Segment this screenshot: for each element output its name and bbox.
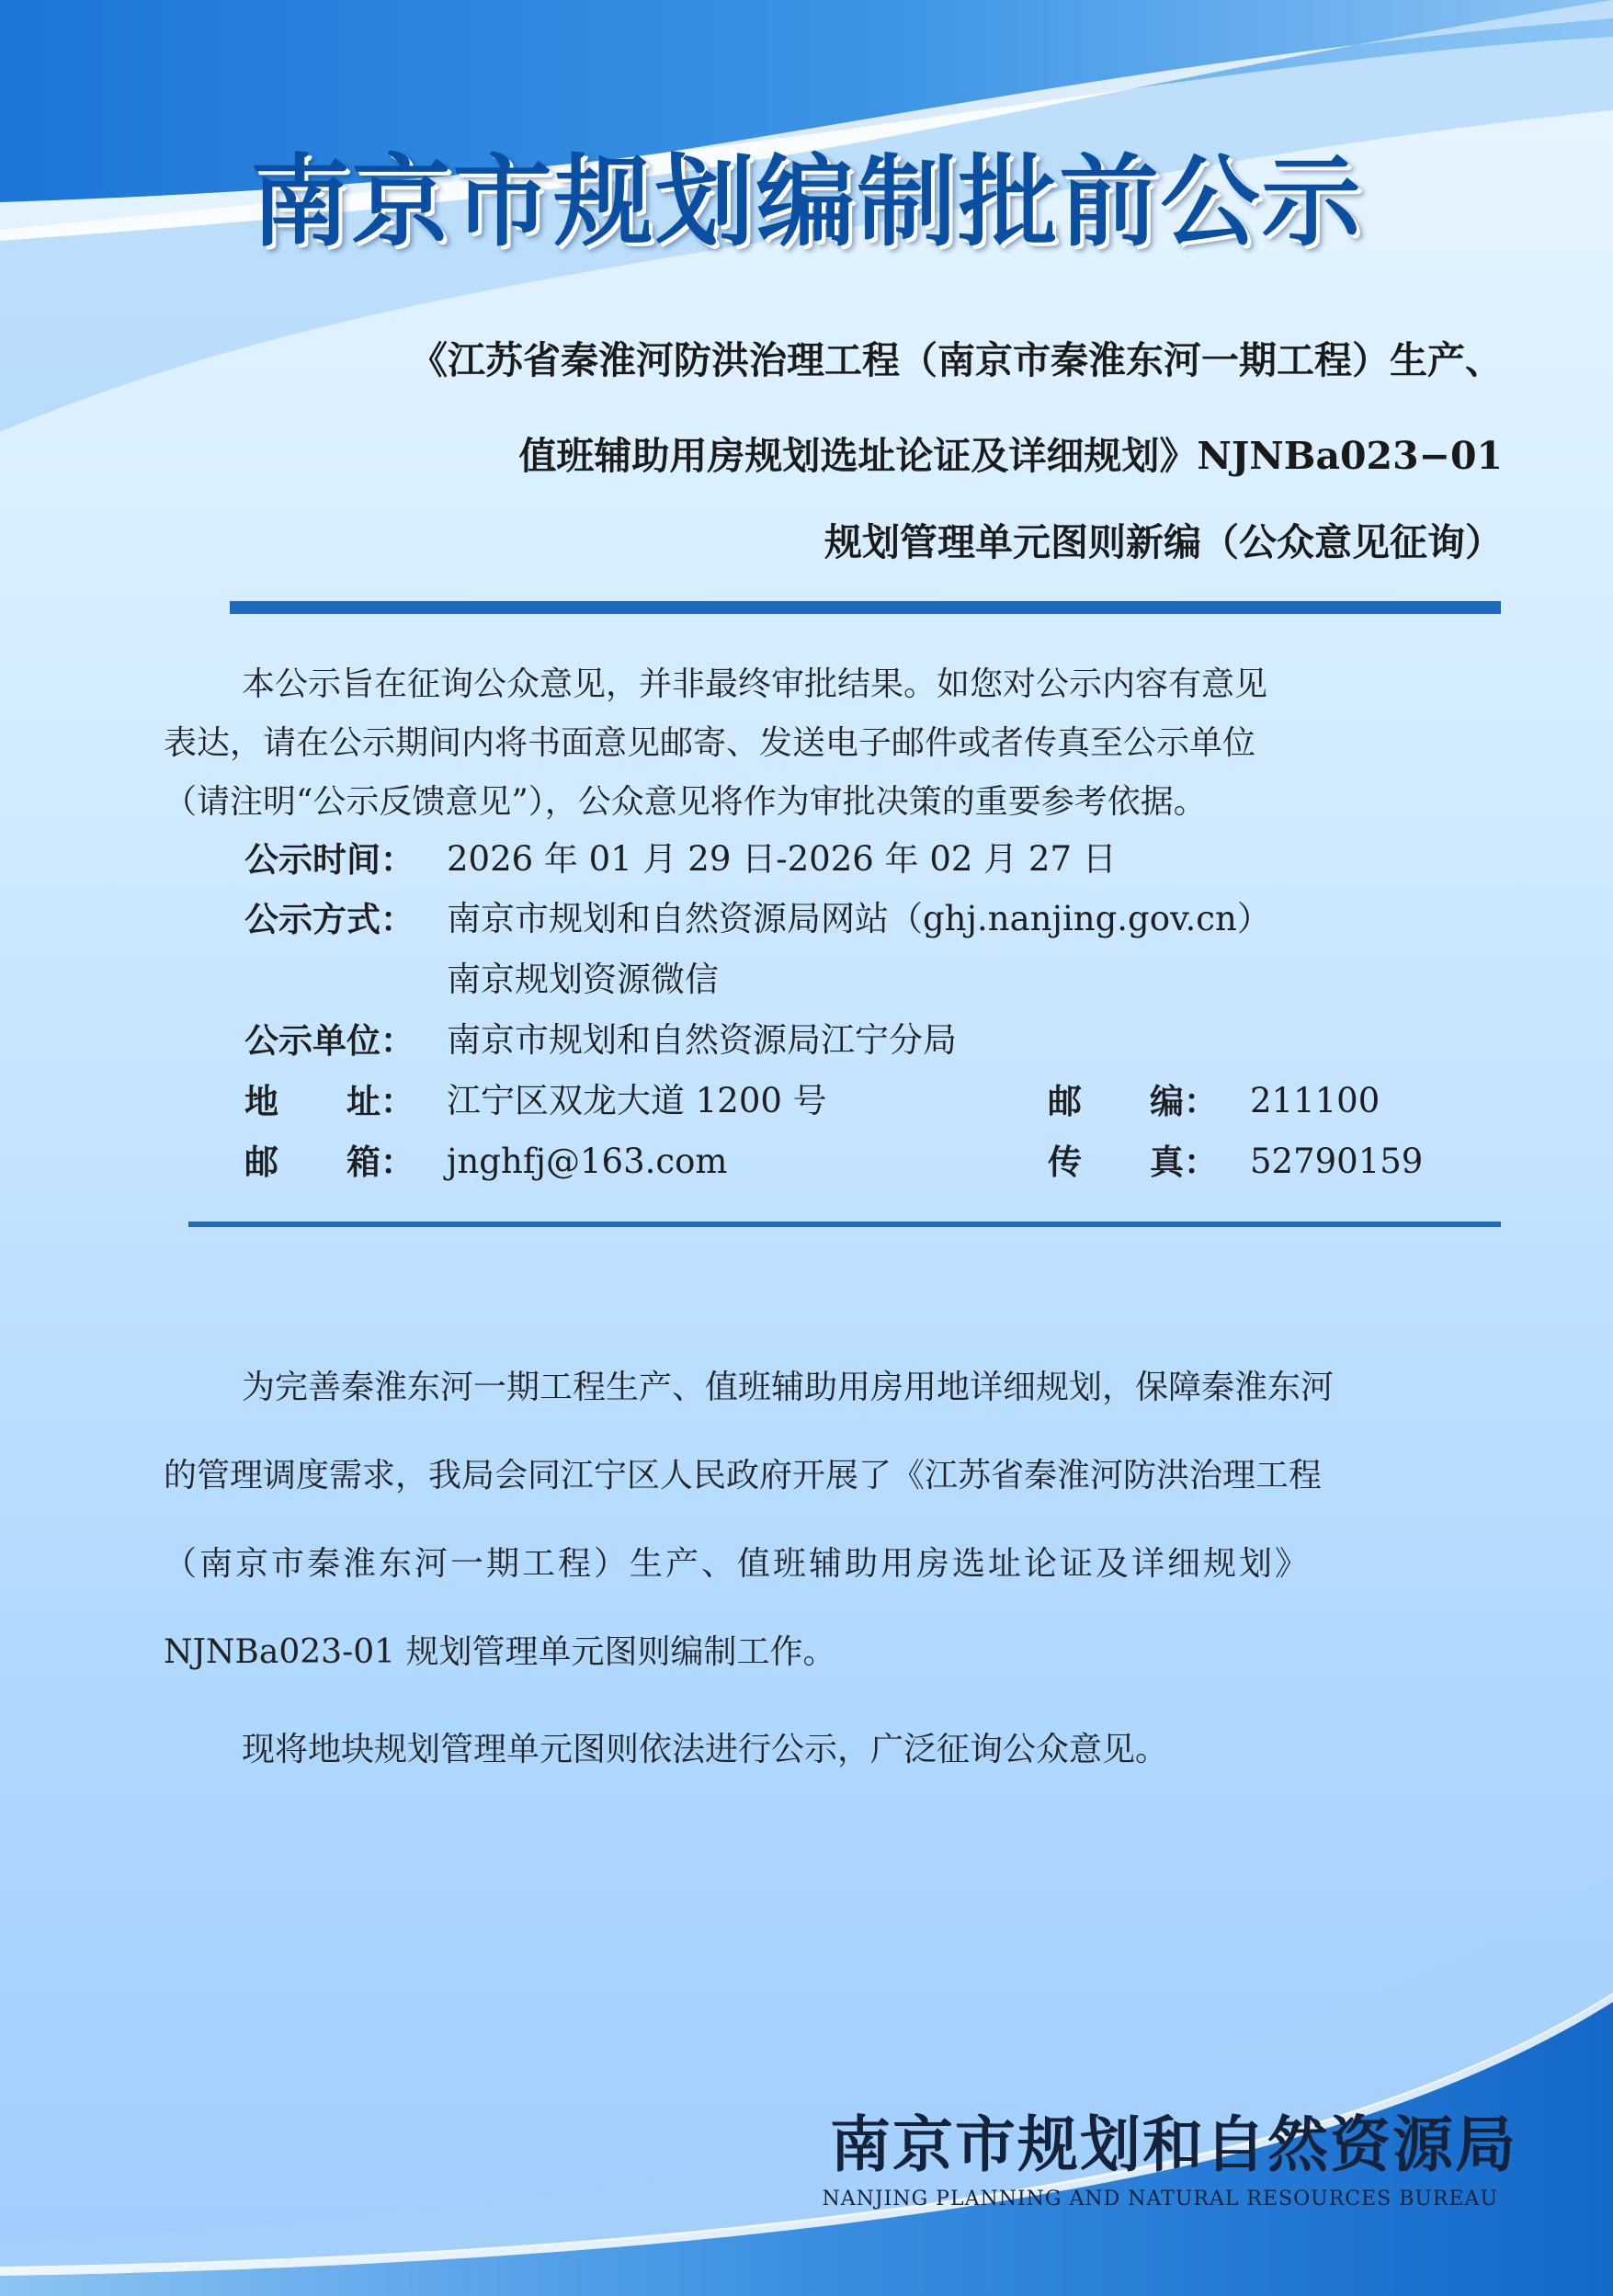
body-line-2: 的管理调度需求，我局会同江宁区人民政府开展了《江苏省秦淮河防洪治理工程 (164, 1457, 1323, 1495)
body-line-4: NJNBa023-01 规划管理单元图则编制工作。 (164, 1633, 836, 1671)
postcode-label: 邮 编： (1048, 1081, 1218, 1121)
notice-line-2: 表达，请在公示期间内将书面意见邮寄、发送电子邮件或者传真至公示单位 (164, 724, 1256, 762)
subtitle-line-2: 值班辅助用房规划选址论证及详细规划》NJNBa023−01 (518, 434, 1503, 478)
footer-org-name: 南京市规划和自然资源局 (830, 2108, 1517, 2180)
top-divider (230, 601, 1501, 614)
time-value: 2026 年 01 月 29 日-2026 年 02 月 27 日 (447, 839, 1117, 879)
body-line-5: 现将地块规划管理单元图则依法进行公示，广泛征询公众意见。 (242, 1731, 1169, 1768)
address-value: 江宁区双龙大道 1200 号 (447, 1081, 827, 1120)
page-title: 南京市规划编制批前公示 (250, 144, 1363, 260)
footer-org-name-en: NANJING PLANNING AND NATURAL RESOURCES BUREAU (822, 2188, 1498, 2211)
bottom-divider (188, 1222, 1501, 1227)
notice-line-1: 本公示旨在征询公众意见，并非最终审批结果。如您对公示内容有意见 (242, 665, 1268, 703)
subtitle-line-1: 《江苏省秦淮河防洪治理工程（南京市秦淮东河一期工程）生产、 (410, 338, 1503, 382)
time-label: 公示时间： (244, 839, 415, 880)
fax-label: 传 真： (1048, 1142, 1218, 1182)
address-label: 地 址： (244, 1081, 415, 1121)
email-label: 邮 箱： (244, 1142, 415, 1182)
body-line-1: 为完善秦淮东河一期工程生产、值班辅助用房用地详细规划，保障秦淮东河 (242, 1369, 1335, 1406)
fax-value: 52790159 (1250, 1142, 1424, 1181)
method-value-website: 南京市规划和自然资源局网站（ghj.nanjing.gov.cn） (447, 899, 1271, 938)
postcode-value: 211100 (1250, 1081, 1380, 1120)
notice-line-3: （请注明“公示反馈意见”），公众意见将作为审批决策的重要参考依据。 (164, 783, 1207, 821)
method-label: 公示方式： (244, 899, 415, 939)
subtitle-line-3: 规划管理单元图则新编（公众意见征询） (824, 520, 1503, 564)
unit-label: 公示单位： (244, 1020, 415, 1061)
email-value: jnghfj@163.com (447, 1142, 728, 1181)
unit-value: 南京市规划和自然资源局江宁分局 (447, 1020, 957, 1060)
body-line-3: （南京市秦淮东河一期工程）生产、值班辅助用房选址论证及详细规划》 (164, 1545, 1312, 1583)
method-value-wechat: 南京规划资源微信 (447, 960, 719, 999)
